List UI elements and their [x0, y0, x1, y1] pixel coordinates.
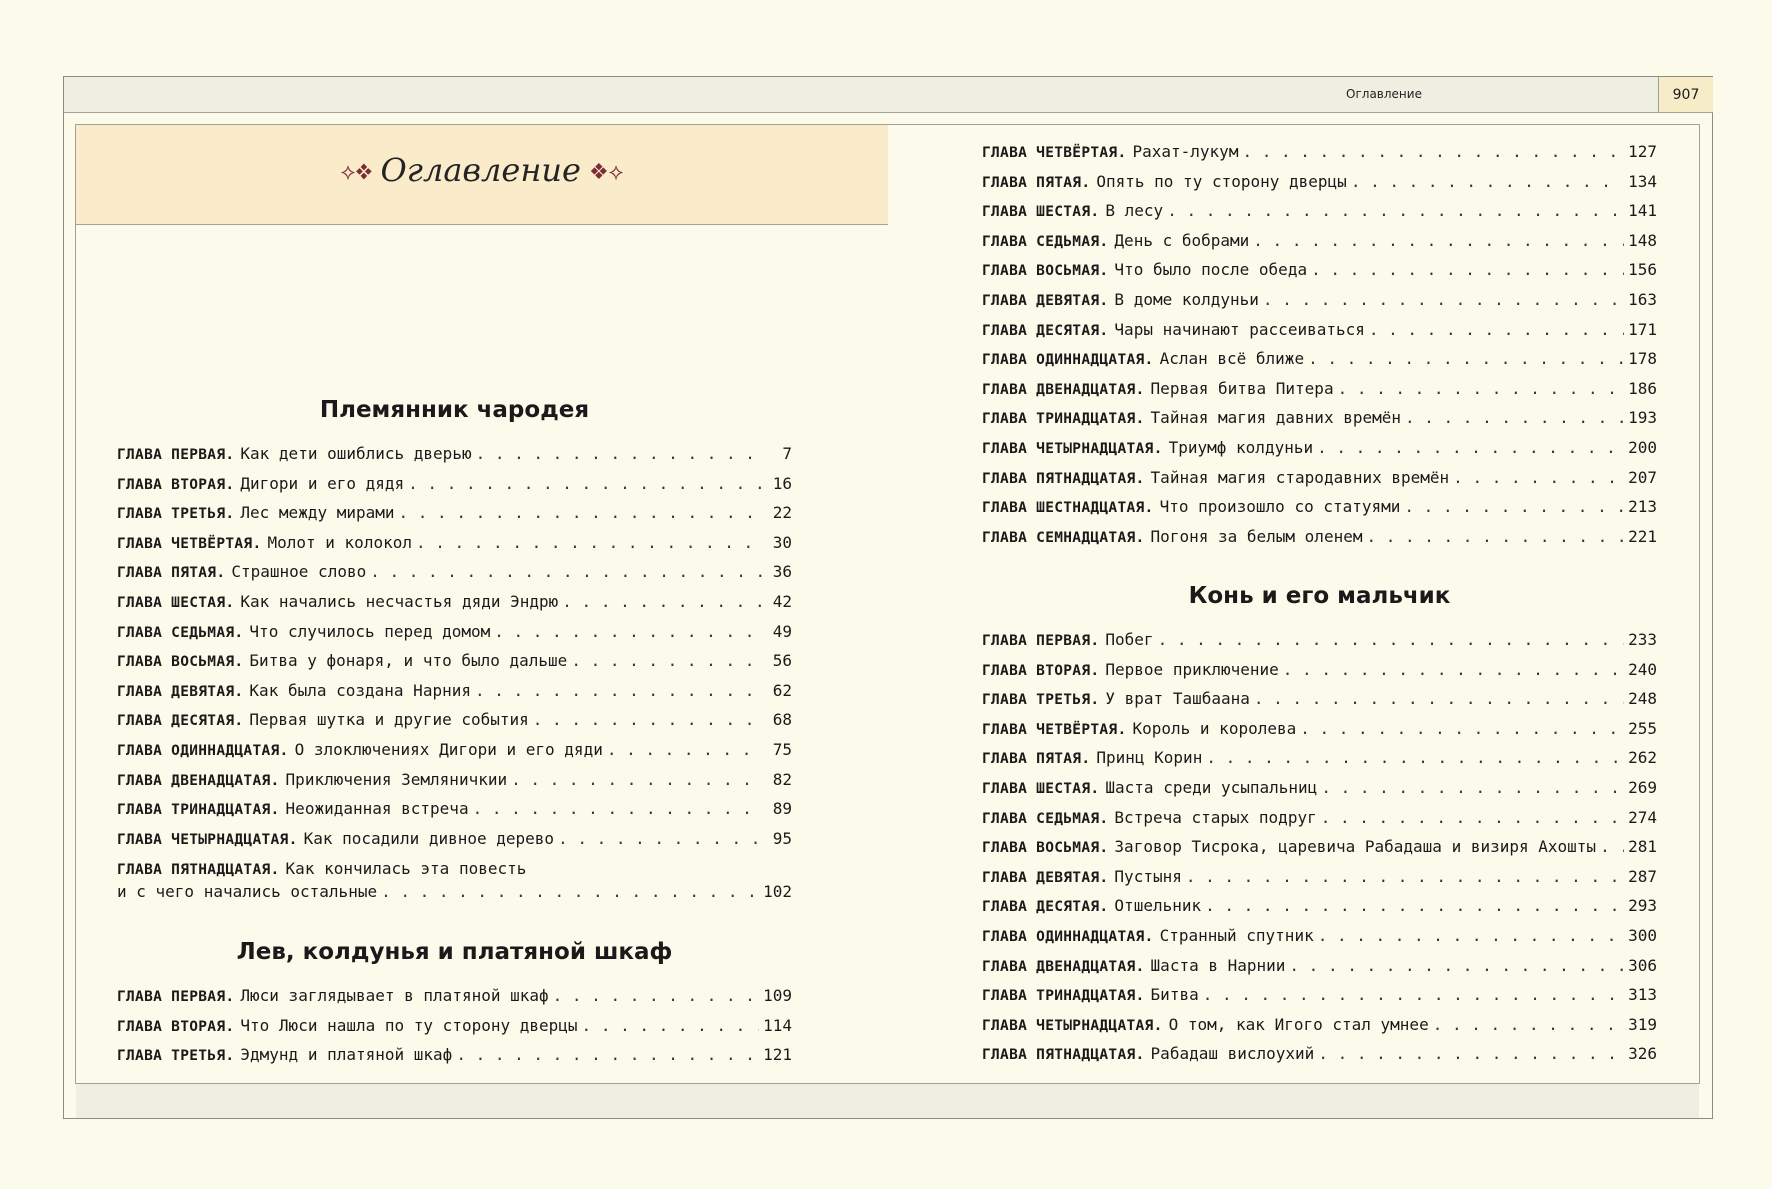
chapter-label: ГЛАВА ПЯТНАДЦАТАЯ.	[117, 862, 280, 878]
dot-leader	[1600, 836, 1624, 858]
toc-entry[interactable]	[982, 437, 1657, 459]
dot-leader	[1318, 1043, 1624, 1065]
section-heading: Лев, колдунья и платяной шкаф	[236, 939, 673, 965]
toc-entry[interactable]	[982, 171, 1657, 193]
toc-entry[interactable]	[117, 1015, 792, 1037]
dot-leader	[1206, 747, 1624, 769]
page-ref: 221	[1628, 526, 1657, 546]
chapter-label: ГЛАВА ПЕРВАЯ.	[117, 989, 235, 1005]
toc-entry[interactable]	[117, 828, 792, 850]
chapter-title: Молот и колокол	[267, 532, 412, 552]
chapter-label: ГЛАВА ДЕВЯТАЯ.	[117, 683, 244, 700]
chapter-title: В лесу	[1105, 201, 1164, 221]
chapter-label: ГЛАВА ВОСЬМАЯ.	[117, 654, 244, 671]
dot-leader	[558, 828, 762, 850]
chapter-label: ГЛАВА ПЯТНАДЦАТАЯ.	[982, 1047, 1145, 1064]
dot-leader	[476, 443, 762, 465]
dot-leader	[1300, 718, 1624, 740]
toc-entry[interactable]	[982, 289, 1657, 311]
chapter-label: ГЛАВА СЕДЬМАЯ.	[982, 233, 1109, 250]
page-ref: 75	[772, 740, 792, 759]
section-heading: Конь и его мальчик	[1188, 583, 1451, 609]
toc-entry[interactable]	[982, 200, 1657, 222]
dot-leader	[1453, 467, 1624, 489]
chapter-label: ГЛАВА ЧЕТВЁРТАЯ.	[982, 721, 1127, 738]
toc-entry[interactable]	[982, 496, 1657, 518]
chapter-title: О том, как Игого стал умнее	[1168, 1014, 1429, 1034]
chapter-title: О злоключениях Дигори и его дяди	[294, 740, 603, 759]
chapter-label: ГЛАВА ТРЕТЬЯ.	[982, 692, 1100, 709]
dot-leader	[1369, 319, 1624, 341]
dot-leader	[1317, 437, 1624, 459]
dot-leader	[1433, 1014, 1624, 1036]
chapter-label: ГЛАВА ПЯТАЯ.	[117, 565, 226, 582]
toc-entry[interactable]	[117, 443, 792, 465]
dot-leader	[533, 709, 762, 731]
chapter-label: ГЛАВА ДЕСЯТАЯ.	[982, 322, 1109, 339]
chapter-title: Дигори и его дядя	[240, 473, 405, 493]
chapter-label: ГЛАВА ДВЕНАДЦАТАЯ.	[117, 772, 280, 789]
page-ref: 89	[772, 799, 792, 819]
dot-leader	[1158, 629, 1625, 651]
toc-entry[interactable]	[982, 526, 1657, 548]
chapter-label: ГЛАВА ВОСЬМАЯ.	[982, 840, 1109, 857]
chapter-label: ГЛАВА ШЕСТАЯ.	[982, 781, 1100, 797]
toc-entry[interactable]	[117, 591, 792, 613]
chapter-label: ГЛАВА ПЯТАЯ.	[982, 174, 1091, 191]
chapter-title: Как дети ошиблись дверью	[240, 444, 472, 463]
chapter-label: ГЛАВА ЧЕТЫРНАДЦАТАЯ.	[982, 1017, 1163, 1034]
dot-leader	[416, 532, 762, 554]
chapter-title: Лес между мирами	[240, 503, 395, 523]
toc-entry[interactable]	[982, 895, 1657, 917]
page-ref: 148	[1628, 230, 1657, 250]
page-ref: 213	[1628, 497, 1657, 517]
toc-entry[interactable]	[982, 407, 1657, 429]
page-ref: 16	[772, 473, 792, 493]
chapter-title: Шаста в Нарнии	[1150, 955, 1286, 975]
dot-leader	[1263, 289, 1624, 311]
chapter-title: Тайная магия стародавних времён	[1150, 467, 1450, 487]
dot-leader	[1311, 259, 1624, 281]
page-ref: 141	[1628, 201, 1657, 221]
chapter-label: ГЛАВА ДЕВЯТАЯ.	[982, 869, 1109, 886]
chapter-label: ГЛАВА ОДИННАДЦАТАЯ.	[982, 352, 1154, 369]
chapter-title: Пустыня	[1114, 866, 1182, 886]
page-ref: 134	[1628, 171, 1657, 191]
dot-leader	[553, 985, 759, 1007]
page-ref: 82	[772, 769, 792, 789]
page-ref: 62	[772, 680, 792, 700]
dot-leader	[1366, 526, 1624, 548]
page-ref: 300	[1628, 926, 1657, 945]
toc-entry[interactable]	[117, 1044, 792, 1066]
chapter-label: ГЛАВА ПЯТНАДЦАТАЯ.	[982, 470, 1145, 487]
dot-leader	[408, 473, 762, 495]
chapter-label: ГЛАВА ТРЕТЬЯ.	[117, 1048, 235, 1064]
page-ref: 281	[1628, 837, 1657, 857]
toc-entry[interactable]	[117, 709, 792, 731]
toc-entry-continuation[interactable]	[117, 881, 792, 903]
page-ref: 42	[772, 592, 792, 611]
chapter-label: ГЛАВА ДВЕНАДЦАТАЯ.	[982, 381, 1145, 398]
toc-entry[interactable]	[982, 1043, 1657, 1065]
dot-leader	[399, 502, 762, 524]
chapter-title: Встреча старых подруг	[1114, 807, 1317, 827]
page-ref: 156	[1628, 260, 1657, 280]
chapter-title: У врат Ташбаана	[1105, 689, 1250, 709]
page-ref: 163	[1628, 290, 1657, 309]
chapter-title: Что было после обеда	[1114, 260, 1308, 280]
page-ref: 68	[772, 710, 792, 730]
chapter-label: ГЛАВА ВТОРАЯ.	[117, 476, 235, 493]
page-ref: 186	[1628, 378, 1657, 398]
page-ref: 193	[1628, 408, 1657, 428]
toc-entry[interactable]	[117, 798, 792, 820]
dot-leader	[1283, 659, 1624, 681]
page-ref: 56	[772, 651, 792, 671]
toc-entry[interactable]	[117, 739, 792, 761]
dot-leader	[1308, 348, 1624, 370]
toc-entry[interactable]	[117, 769, 792, 791]
chapter-label: ГЛАВА ЧЕТВЁРТАЯ.	[117, 535, 262, 552]
chapter-label: ГЛАВА ПЕРВАЯ.	[117, 447, 235, 463]
dot-leader	[370, 561, 762, 583]
dot-leader	[381, 881, 759, 903]
chapter-label: ГЛАВА ВТОРАЯ.	[982, 662, 1100, 679]
dot-leader	[582, 1015, 760, 1037]
dot-leader	[494, 621, 762, 643]
page-ref: 287	[1628, 866, 1657, 886]
page-ref: 30	[772, 532, 792, 552]
page-ref: 269	[1628, 778, 1657, 797]
chapter-title: Первое приключение	[1105, 659, 1279, 679]
chapter-title: Первая битва Питера	[1150, 378, 1334, 398]
chapter-title: Аслан всё ближе	[1159, 349, 1305, 369]
chapter-label: ГЛАВА ЧЕТЫРНАДЦАТАЯ.	[117, 831, 298, 848]
dot-leader	[1321, 777, 1624, 799]
toc-entry[interactable]	[117, 858, 792, 880]
page-ref: 178	[1628, 349, 1657, 369]
page-ref: 293	[1628, 896, 1657, 916]
toc-entry[interactable]	[982, 747, 1657, 769]
section-heading: Племянник чародея	[319, 397, 590, 423]
chapter-label: ГЛАВА СЕМНАДЦАТАЯ.	[982, 529, 1145, 546]
dot-leader	[562, 591, 762, 613]
toc-entry[interactable]	[117, 502, 792, 524]
toc-entry[interactable]	[982, 984, 1657, 1006]
page-title: Оглавление	[380, 151, 581, 189]
chapter-title: Приключения Земляничкии	[285, 769, 508, 789]
toc-entry[interactable]	[982, 1014, 1657, 1036]
dot-leader	[1203, 984, 1624, 1006]
page-ref: 95	[772, 828, 792, 848]
chapter-title: Побег	[1105, 630, 1154, 649]
running-title: Оглавление	[1346, 87, 1422, 101]
dot-leader	[1242, 141, 1624, 163]
chapter-title: Как была создана Нарния	[249, 680, 471, 700]
chapter-label: ГЛАВА ДЕВЯТАЯ.	[982, 293, 1109, 309]
chapter-title: Первая шутка и другие события	[249, 710, 529, 730]
dot-leader	[1254, 688, 1624, 710]
chapter-title: Король и королева	[1132, 718, 1297, 738]
toc-entry[interactable]	[117, 561, 792, 583]
chapter-title: Заговор Тисрока, царевича Рабадаша и визиря Ахошты	[1114, 837, 1597, 857]
ornament-right-icon: ❖⟡	[588, 160, 624, 185]
chapter-label: ГЛАВА ТРИНАДЦАТАЯ.	[982, 988, 1145, 1005]
page-ref: 240	[1628, 659, 1657, 679]
chapter-title: Неожиданная встреча	[285, 799, 469, 819]
dot-leader	[1289, 955, 1624, 977]
chapter-title: Что случилось перед домом	[249, 621, 491, 641]
page-number: 907	[1658, 77, 1713, 113]
dot-leader	[1253, 230, 1624, 252]
chapter-label: ГЛАВА ДВЕНАДЦАТАЯ.	[982, 958, 1145, 975]
dot-leader	[456, 1044, 759, 1066]
page-ref: 127	[1628, 142, 1657, 161]
page-ref: 262	[1628, 748, 1657, 768]
right-column	[982, 0, 1657, 1189]
chapter-label: ГЛАВА ШЕСТНАДЦАТАЯ.	[982, 500, 1154, 517]
page-ref: 22	[772, 503, 792, 523]
toc-entry[interactable]	[982, 348, 1657, 370]
toc-entry[interactable]	[982, 378, 1657, 400]
chapter-title: В доме колдуньи	[1114, 290, 1259, 309]
toc-entry[interactable]	[982, 688, 1657, 710]
chapter-label: ГЛАВА ОДИННАДЦАТАЯ.	[117, 743, 289, 759]
dot-leader	[1205, 895, 1624, 917]
dot-leader	[1321, 807, 1624, 829]
toc-entry[interactable]	[117, 621, 792, 643]
page-ref: 274	[1628, 807, 1657, 827]
chapter-label: ГЛАВА ПЕРВАЯ.	[982, 633, 1100, 649]
toc-entry[interactable]	[982, 866, 1657, 888]
toc-entry[interactable]	[982, 718, 1657, 740]
chapter-label: ГЛАВА ВОСЬМАЯ.	[982, 263, 1109, 280]
chapter-label: ГЛАВА ТРИНАДЦАТАЯ.	[982, 411, 1145, 428]
dot-leader	[1405, 407, 1624, 429]
dot-leader	[1338, 378, 1625, 400]
page-ref: 255	[1628, 718, 1657, 738]
page-ref: 326	[1628, 1044, 1657, 1064]
chapter-title: Как посадили дивное дерево	[303, 828, 555, 848]
toc-entry[interactable]	[982, 259, 1657, 281]
chapter-title: Триумф колдуньи	[1168, 438, 1314, 457]
toc-entry[interactable]	[117, 532, 792, 554]
dot-leader	[1318, 925, 1624, 947]
chapter-title: Битва	[1150, 985, 1199, 1005]
chapter-label: ГЛАВА ВТОРАЯ.	[117, 1018, 235, 1035]
chapter-title: Рахат-лукум	[1132, 142, 1239, 161]
page-ref: 109	[763, 986, 792, 1005]
chapter-title: Как начались несчастья дяди Эндрю	[240, 592, 559, 611]
chapter-title: Как кончилась эта повесть	[285, 859, 527, 878]
chapter-label: ГЛАВА ЧЕТЫРНАДЦАТАЯ.	[982, 441, 1163, 457]
toc-entry[interactable]	[117, 473, 792, 495]
chapter-title: Отшельник	[1114, 896, 1202, 916]
dot-leader	[1167, 200, 1624, 222]
page-ref: 306	[1628, 955, 1657, 975]
toc-entry[interactable]	[117, 985, 792, 1007]
chapter-label: ГЛАВА ТРЕТЬЯ.	[117, 506, 235, 523]
toc-entry[interactable]	[982, 467, 1657, 489]
ornament-left-icon: ⟡❖	[340, 160, 373, 185]
chapter-label: ГЛАВА ОДИННАДЦАТАЯ.	[982, 929, 1154, 945]
page-ref: 248	[1628, 689, 1657, 709]
chapter-label: ГЛАВА ШЕСТАЯ.	[117, 595, 235, 611]
page-ref: 233	[1628, 630, 1657, 649]
toc-entry[interactable]	[982, 629, 1657, 651]
dot-leader	[571, 650, 762, 672]
toc-entry[interactable]	[117, 650, 792, 672]
chapter-title: День с бобрами	[1114, 230, 1250, 250]
toc-entry[interactable]	[982, 141, 1657, 163]
chapter-label: ГЛАВА ТРИНАДЦАТАЯ.	[117, 802, 280, 819]
chapter-label: ГЛАВА ПЯТАЯ.	[982, 751, 1091, 768]
toc-entry[interactable]	[982, 777, 1657, 799]
toc-entry[interactable]	[982, 955, 1657, 977]
chapter-label: ГЛАВА СЕДЬМАЯ.	[117, 624, 244, 641]
page-ref: 49	[772, 621, 792, 641]
dot-leader	[473, 798, 762, 820]
chapter-title: Чары начинают рассеиваться	[1114, 319, 1365, 339]
chapter-title: Люси заглядывает в платяной шкаф	[240, 986, 549, 1005]
toc-entry[interactable]	[117, 680, 792, 702]
chapter-title: Битва у фонаря, и что было дальше	[249, 651, 568, 671]
chapter-title: Погоня за белым оленем	[1150, 526, 1363, 546]
page-ref: 7	[782, 444, 792, 463]
chapter-title-continued: и с чего начались остальные	[117, 882, 378, 901]
chapter-title: Странный спутник	[1159, 926, 1314, 945]
chapter-label: ГЛАВА СЕДЬМАЯ.	[982, 810, 1109, 827]
chapter-title: Страшное слово	[231, 562, 367, 582]
toc-entry[interactable]	[982, 659, 1657, 681]
chapter-title: Эдмунд и платяной шкаф	[240, 1045, 453, 1064]
chapter-title: Рабадаш вислоухий	[1150, 1044, 1315, 1064]
page-ref: 207	[1628, 467, 1657, 487]
toc-entry[interactable]	[982, 319, 1657, 341]
toc-entry[interactable]	[982, 807, 1657, 829]
toc-entry[interactable]	[982, 925, 1657, 947]
chapter-label: ГЛАВА ШЕСТАЯ.	[982, 204, 1100, 221]
page-ref: 36	[772, 562, 792, 582]
dot-leader	[511, 769, 762, 791]
chapter-title: Опять по ту сторону дверцы	[1096, 171, 1347, 191]
page-ref: 121	[763, 1045, 792, 1064]
chapter-title: Что Люси нашла по ту сторону дверцы	[240, 1015, 578, 1035]
page-ref: 114	[763, 1015, 792, 1035]
page-ref: 102	[763, 882, 792, 901]
chapter-title: Что произошло со статуями	[1159, 497, 1401, 517]
page-ref: 200	[1628, 438, 1657, 457]
dot-leader	[1404, 496, 1624, 518]
chapter-title: Принц Корин	[1096, 748, 1203, 768]
dot-leader	[607, 739, 762, 761]
dot-leader	[475, 680, 762, 702]
left-column	[117, 0, 792, 1189]
chapter-title: Шаста среди усыпальниц	[1105, 778, 1318, 797]
chapter-label: ГЛАВА ЧЕТВЁРТАЯ.	[982, 145, 1127, 161]
dot-leader	[1351, 171, 1624, 193]
page-ref: 171	[1628, 319, 1657, 339]
toc-entry[interactable]	[982, 230, 1657, 252]
page-ref: 319	[1628, 1014, 1657, 1034]
toc-entry[interactable]	[982, 836, 1657, 858]
chapter-label: ГЛАВА ДЕСЯТАЯ.	[982, 899, 1109, 916]
chapter-label: ГЛАВА ДЕСЯТАЯ.	[117, 713, 244, 730]
page-ref: 313	[1628, 985, 1657, 1005]
chapter-title: Тайная магия давних времён	[1150, 408, 1401, 428]
dot-leader	[1186, 866, 1624, 888]
